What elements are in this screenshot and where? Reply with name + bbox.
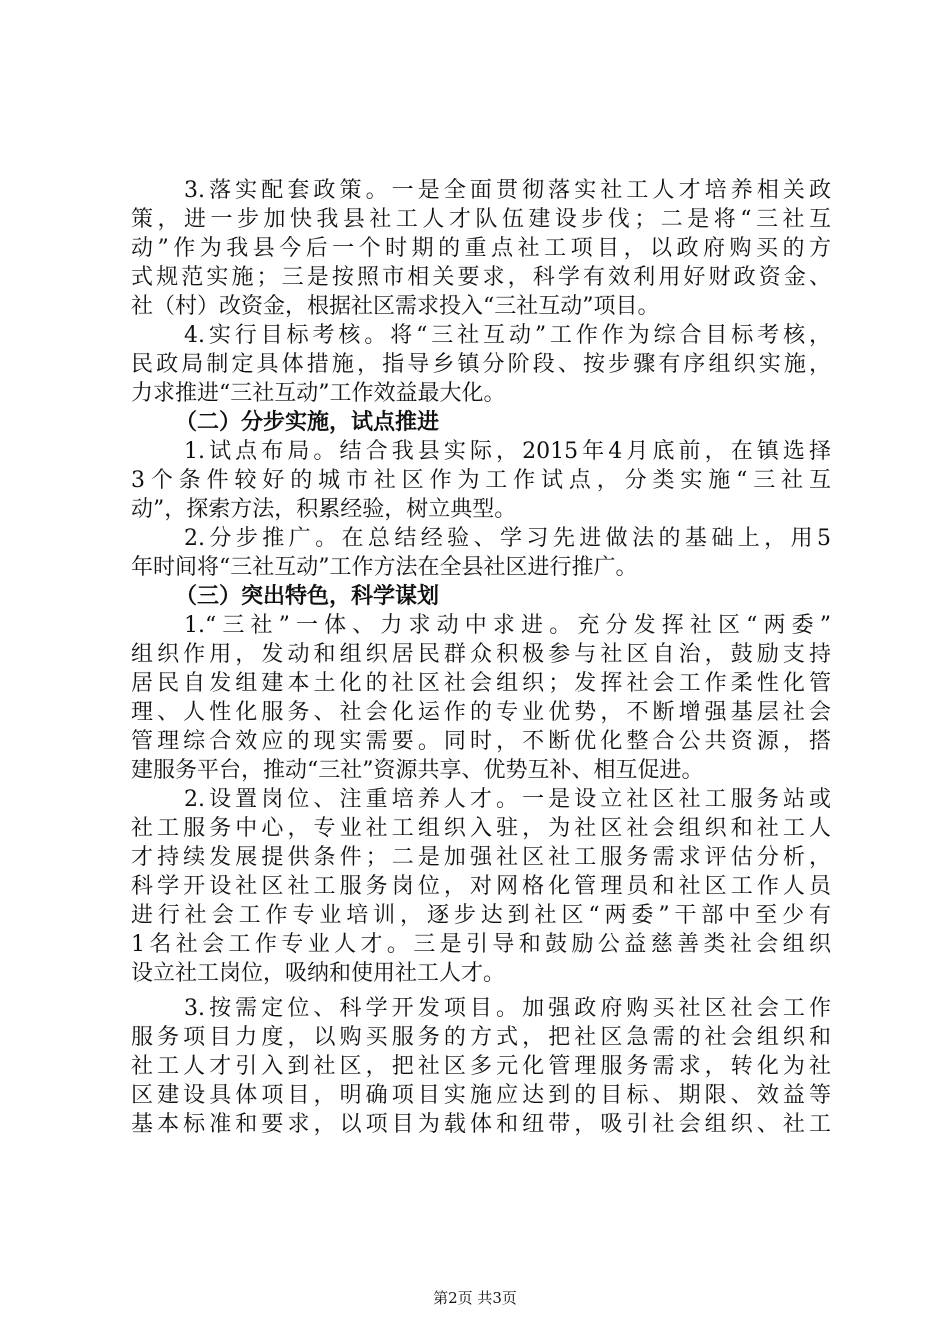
paragraph xyxy=(131,321,831,408)
text-line: 基本标准和要求，以项目为载体和纽带，吸引社会组织、社工 xyxy=(131,1112,831,1137)
text-line: 管理综合效应的现实需要。同时，不断优化整合公共资源，搭 xyxy=(131,729,831,754)
text-line: 组织作用，发动和组织居民群众积极参与社区自治，鼓励支持 xyxy=(131,642,831,667)
text-line: 建服务平台，推动“三社”资源共享、优势互补、相互促进。 xyxy=(131,758,704,783)
paragraph xyxy=(131,176,831,321)
text-line: 理、人性化服务、社会化运作的专业优势，不断增强基层社会 xyxy=(131,700,831,725)
text-line: 3.按需定位、科学开发项目。加强政府购买社区社会工作 xyxy=(184,996,831,1021)
section-heading: （三）突出特色，科学谋划 xyxy=(175,584,440,609)
paragraph xyxy=(131,611,831,785)
paragraph xyxy=(131,785,831,988)
text-line: 3.落实配套政策。一是全面贯彻落实社工人才培养相关政 xyxy=(184,178,831,203)
text-line: 科学开设社区社工服务岗位，对网格化管理员和社区工作人员 xyxy=(131,874,831,899)
text-line: 社工服务中心，专业社工组织入驻，为社区社会组织和社工人 xyxy=(131,816,831,841)
text-line: 居民自发组建本土化的社区社会组织；发挥社会工作柔性化管 xyxy=(131,671,831,696)
text-line: 区建设具体项目，明确项目实施应达到的目标、期限、效益等 xyxy=(131,1083,831,1108)
text-line: 动”作为我县今后一个时期的重点社工项目，以政府购买的方 xyxy=(131,236,831,261)
text-line: 服务项目力度，以购买服务的方式，把社区急需的社会组织和 xyxy=(131,1025,831,1050)
paragraph xyxy=(131,437,831,524)
text-line: 民政局制定具体措施，指导乡镇分阶段、按步骤有序组织实施， xyxy=(131,352,831,377)
text-line: 1.“三社”一体、力求动中求进。充分发挥社区“两委” xyxy=(184,613,831,638)
text-line: 设立社工岗位，吸纳和使用社工人才。 xyxy=(131,961,506,986)
text-line: 2.设置岗位、注重培养人才。一是设立社区社工服务站或 xyxy=(184,787,831,812)
text-line: 社（村）改资金，根据社区需求投入“三社互动”项目。 xyxy=(131,294,660,319)
section-heading: （二）分步实施，试点推进 xyxy=(175,410,440,435)
document-body xyxy=(131,176,831,1139)
text-line: 2.分步推广。在总结经验、学习先进做法的基础上，用5 xyxy=(184,526,831,551)
paragraph xyxy=(131,524,831,582)
text-line: 1.试点布局。结合我县实际，2015年4月底前，在镇选择 xyxy=(184,439,831,464)
text-line: 式规范实施；三是按照市相关要求，科学有效利用好财政资金、 xyxy=(131,265,831,290)
paragraph xyxy=(131,994,831,1139)
text-line: 才持续发展提供条件；二是加强社区社工服务需求评估分析， xyxy=(131,845,831,870)
text-line: 年时间将“三社互动”工作方法在全县社区进行推广。 xyxy=(131,555,638,580)
text-line: 1名社会工作专业人才。三是引导和鼓励公益慈善类社会组织 xyxy=(131,932,831,957)
text-line: 3个条件较好的城市社区作为工作试点，分类实施“三社互 xyxy=(131,468,831,493)
text-line: 策，进一步加快我县社工人才队伍建设步伐；二是将“三社互 xyxy=(131,207,831,232)
text-line: 进行社会工作专业培训，逐步达到社区“两委”干部中至少有 xyxy=(131,903,831,928)
text-line: 动”，探索方法，积累经验，树立典型。 xyxy=(131,497,517,522)
text-line: 4.实行目标考核。将“三社互动”工作作为综合目标考核， xyxy=(184,323,831,348)
text-line: 社工人才引入到社区，把社区多元化管理服务需求，转化为社 xyxy=(131,1054,831,1079)
page-number-footer: 第2页 共3页 xyxy=(433,1289,517,1307)
text-line: 力求推进“三社互动”工作效益最大化。 xyxy=(131,381,506,406)
